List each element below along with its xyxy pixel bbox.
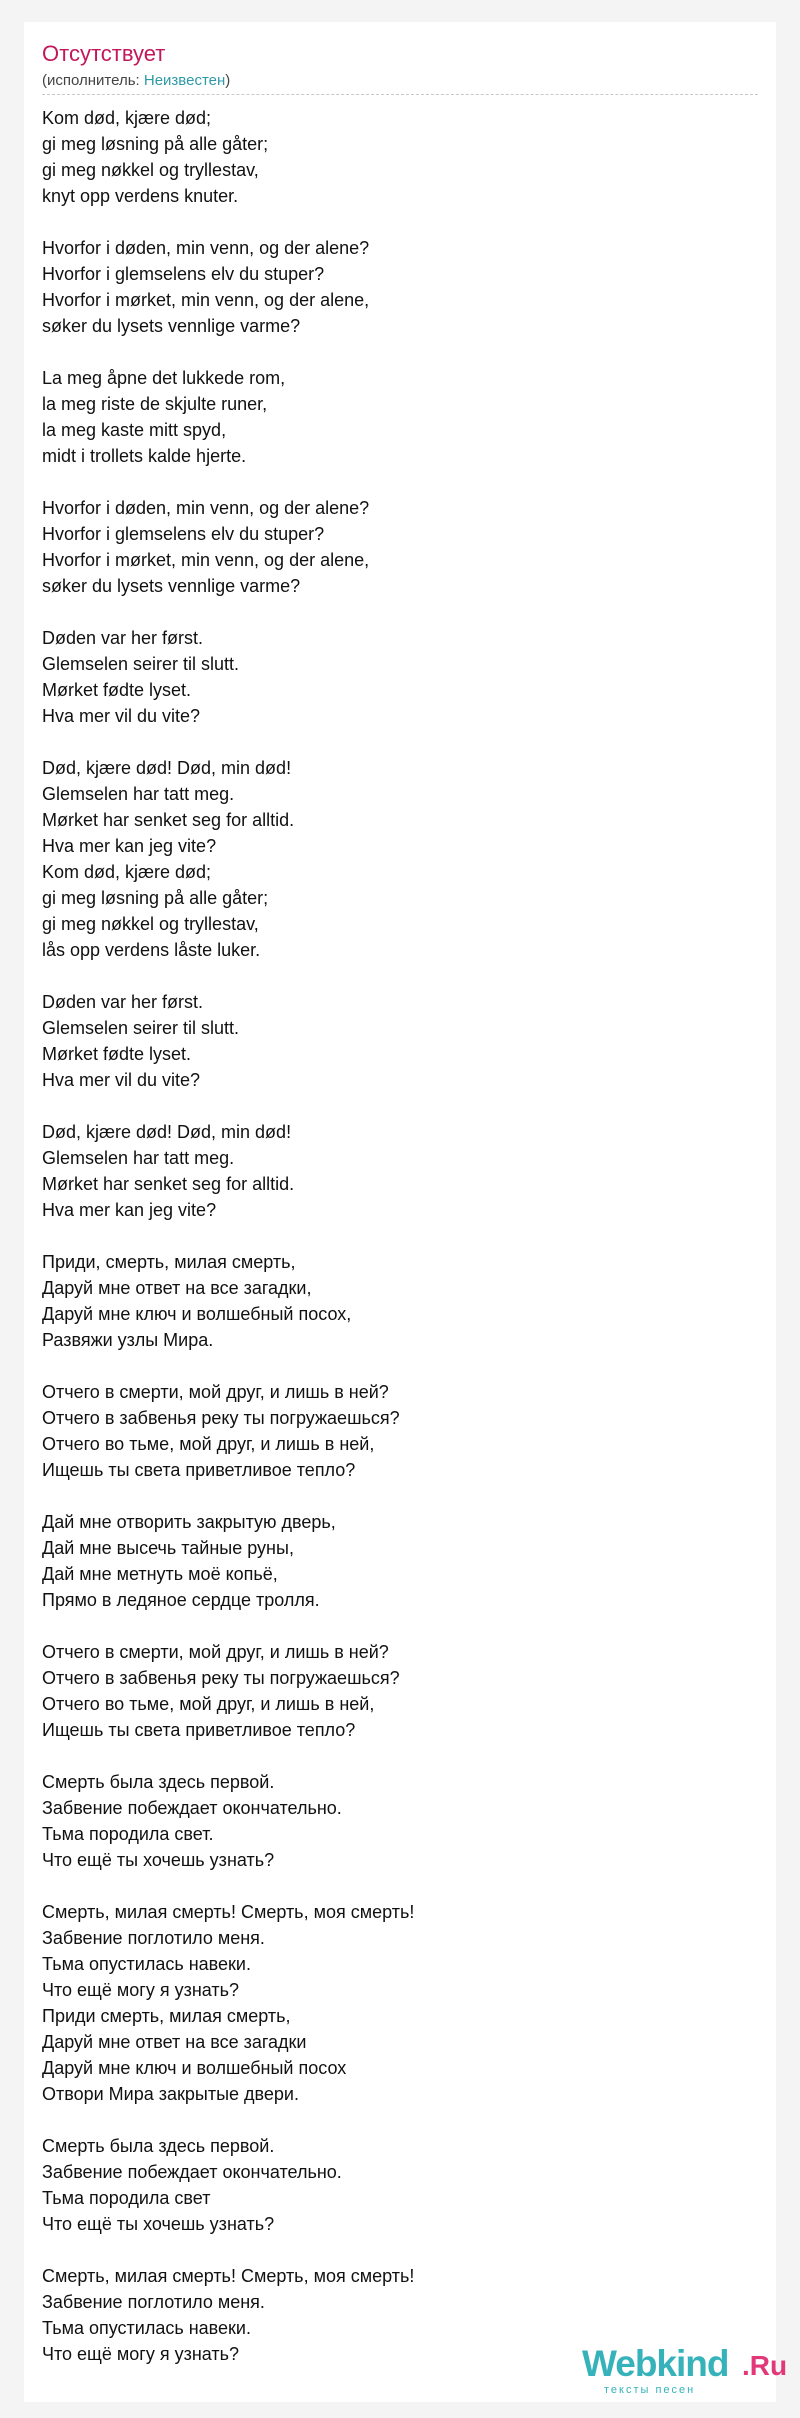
- lyrics-line: lås opp verdens låste luker.: [42, 940, 261, 960]
- lyrics-line: Kom død, kjære død;: [42, 108, 212, 128]
- lyrics-line: Ищешь ты света приветливое тепло?: [42, 1460, 356, 1480]
- logo-name: Webkind: [582, 2343, 729, 2384]
- lyrics-body: [42, 105, 742, 2393]
- lyrics-stanza: [42, 365, 742, 469]
- lyrics-line: Отчего в забвенья реку ты погружаешься?: [42, 1668, 400, 1688]
- title-divider: [42, 94, 758, 95]
- lyrics-line: La meg åpne det lukkede rom,: [42, 368, 286, 388]
- lyrics-stanza: [42, 495, 742, 599]
- lyrics-line: Hvorfor i glemselens elv du stuper?: [42, 524, 325, 544]
- lyrics-line: Тьма опустилась навеки.: [42, 1954, 251, 1974]
- lyrics-line: Смерть была здесь первой.: [42, 2136, 275, 2156]
- lyrics-line: Прямо в ледяное сердце тролля.: [42, 1590, 320, 1610]
- lyrics-line: gi meg løsning på alle gåter;: [42, 134, 269, 154]
- lyrics-line: Hvorfor i døden, min venn, og der alene?: [42, 498, 370, 518]
- lyrics-line: Hvorfor i mørket, min venn, og der alene,: [42, 290, 370, 310]
- lyrics-line: Kom død, kjære død;: [42, 862, 212, 882]
- lyrics-line: Отчего в смерти, мой друг, и лишь в ней?: [42, 1642, 389, 1662]
- lyrics-line: Забвение поглотило меня.: [42, 2292, 265, 2312]
- site-logo[interactable]: [582, 2342, 788, 2398]
- lyrics-line: Mørket fødte lyset.: [42, 680, 192, 700]
- lyrics-line: Забвение побеждает окончательно.: [42, 2162, 342, 2182]
- lyrics-stanza: [42, 1769, 742, 1873]
- lyrics-line: Død, kjære død! Død, min død!: [42, 1122, 292, 1142]
- artist-line: [42, 72, 230, 90]
- lyrics-line: Дай мне отворить закрытую дверь,: [42, 1512, 336, 1532]
- lyrics-line: Тьма породила свет: [42, 2188, 211, 2208]
- lyrics-line: Hvorfor i døden, min venn, og der alene?: [42, 238, 370, 258]
- lyrics-stanza: [42, 2133, 742, 2237]
- lyrics-line: Даруй мне ответ на все загадки: [42, 2032, 307, 2052]
- lyrics-line: Что ещё могу я узнать?: [42, 2344, 240, 2364]
- lyrics-stanza: [42, 105, 742, 209]
- lyrics-line: Смерть была здесь первой.: [42, 1772, 275, 1792]
- lyrics-stanza: [42, 1509, 742, 1613]
- lyrics-line: Смерть, милая смерть! Смерть, моя смерть!: [42, 1902, 415, 1922]
- lyrics-stanza: [42, 235, 742, 339]
- lyrics-line: Что ещё ты хочешь узнать?: [42, 2214, 275, 2234]
- lyrics-line: Забвение поглотило меня.: [42, 1928, 265, 1948]
- lyrics-line: gi meg løsning på alle gåter;: [42, 888, 269, 908]
- artist-prefix: (исполнитель:: [42, 72, 144, 89]
- lyrics-line: Даруй мне ключ и волшебный посох,: [42, 1304, 352, 1324]
- lyrics-line: søker du lysets vennlige varme?: [42, 576, 301, 596]
- lyrics-line: Дай мне метнуть моё копьё,: [42, 1564, 278, 1584]
- lyrics-line: Død, kjære død! Død, min død!: [42, 758, 292, 778]
- lyrics-line: Ищешь ты света приветливое тепло?: [42, 1720, 356, 1740]
- lyrics-line: Mørket har senket seg for alltid.: [42, 1174, 295, 1194]
- lyrics-line: Смерть, милая смерть! Смерть, моя смерть!: [42, 2266, 415, 2286]
- lyrics-line: Døden var her først.: [42, 628, 204, 648]
- lyrics-stanza: [42, 625, 742, 729]
- lyrics-line: gi meg nøkkel og tryllestav,: [42, 914, 259, 934]
- lyrics-line: Glemselen har tatt meg.: [42, 1148, 235, 1168]
- artist-link[interactable]: Неизвестен: [143, 72, 226, 89]
- lyrics-line: Mørket fødte lyset.: [42, 1044, 192, 1064]
- lyrics-line: Hva mer kan jeg vite?: [42, 836, 217, 856]
- lyrics-line: Что ещё ты хочешь узнать?: [42, 1850, 275, 1870]
- lyrics-line: Отчего в забвенья реку ты погружаешься?: [42, 1408, 400, 1428]
- logo-tagline: тексты песен: [604, 2384, 696, 2396]
- lyrics-line: la meg kaste mitt spyd,: [42, 420, 227, 440]
- lyrics-line: søker du lysets vennlige varme?: [42, 316, 301, 336]
- lyrics-line: Тьма породила свет.: [42, 1824, 214, 1844]
- lyrics-line: Hva mer kan jeg vite?: [42, 1200, 217, 1220]
- lyrics-line: Тьма опустилась навеки.: [42, 2318, 251, 2338]
- lyrics-line: Døden var her først.: [42, 992, 204, 1012]
- artist-suffix: ): [225, 72, 231, 89]
- lyrics-line: Дай мне высечь тайные руны,: [42, 1538, 294, 1558]
- lyrics-line: knyt opp verdens knuter.: [42, 186, 239, 206]
- lyrics-line: Glemselen har tatt meg.: [42, 784, 235, 804]
- lyrics-stanza: [42, 1249, 742, 1353]
- lyrics-line: Приди смерть, милая смерть,: [42, 2006, 291, 2026]
- lyrics-line: midt i trollets kalde hjerte.: [42, 446, 247, 466]
- lyrics-line: Hva mer vil du vite?: [42, 706, 201, 726]
- lyrics-line: Даруй мне ответ на все загадки,: [42, 1278, 312, 1298]
- lyrics-stanza: [42, 1899, 742, 2107]
- lyrics-line: Приди, смерть, милая смерть,: [42, 1252, 296, 1272]
- lyrics-line: Отчего в смерти, мой друг, и лишь в ней?: [42, 1382, 389, 1402]
- lyrics-line: gi meg nøkkel og tryllestav,: [42, 160, 259, 180]
- logo-tld: .Ru: [742, 2350, 788, 2381]
- lyrics-stanza: [42, 1379, 742, 1483]
- lyrics-line: Даруй мне ключ и волшебный посох: [42, 2058, 347, 2078]
- lyrics-stanza: [42, 1639, 742, 1743]
- lyrics-line: Отвори Мира закрытые двери.: [42, 2084, 299, 2104]
- lyrics-stanza: [42, 989, 742, 1093]
- lyrics-line: Hva mer vil du vite?: [42, 1070, 201, 1090]
- song-title: Отсутствует: [42, 41, 166, 66]
- lyrics-line: Забвение побеждает окончательно.: [42, 1798, 342, 1818]
- lyrics-line: Отчего во тьме, мой друг, и лишь в ней,: [42, 1694, 375, 1714]
- lyrics-line: Отчего во тьме, мой друг, и лишь в ней,: [42, 1434, 375, 1454]
- lyrics-line: Развяжи узлы Мира.: [42, 1330, 214, 1350]
- lyrics-line: Mørket har senket seg for alltid.: [42, 810, 295, 830]
- lyrics-line: Glemselen seirer til slutt.: [42, 1018, 240, 1038]
- lyrics-line: Hvorfor i glemselens elv du stuper?: [42, 264, 325, 284]
- lyrics-line: Что ещё могу я узнать?: [42, 1980, 240, 2000]
- lyrics-line: Glemselen seirer til slutt.: [42, 654, 240, 674]
- lyrics-line: la meg riste de skjulte runer,: [42, 394, 268, 414]
- lyrics-stanza: [42, 1119, 742, 1223]
- lyrics-line: Hvorfor i mørket, min venn, og der alene,: [42, 550, 370, 570]
- lyrics-stanza: [42, 755, 742, 963]
